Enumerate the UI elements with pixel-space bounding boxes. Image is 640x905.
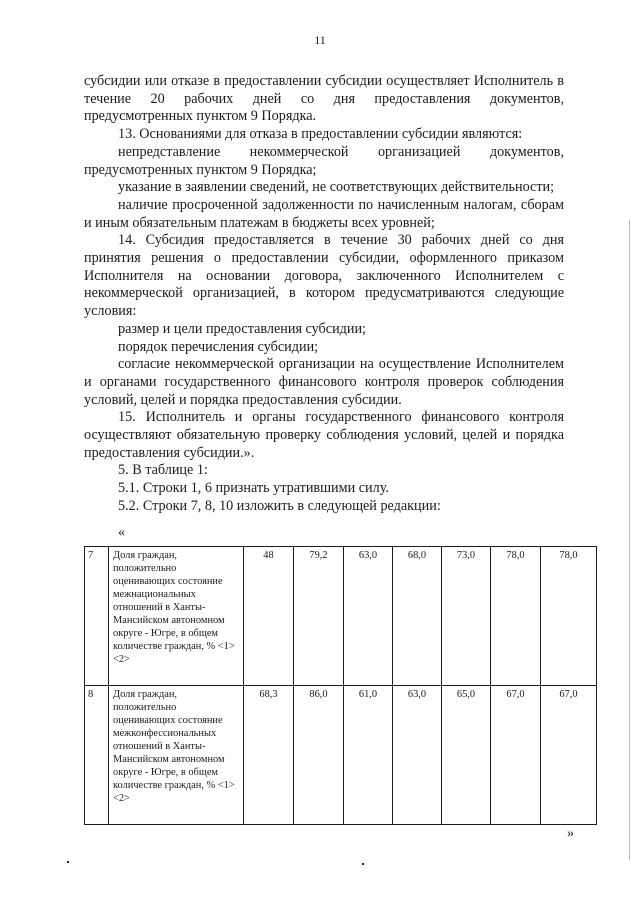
- value-cell: 86,0: [294, 686, 344, 825]
- paragraph: размер и цели предоставления субсидии;: [118, 320, 367, 337]
- scan-speck: [67, 861, 69, 863]
- value-cell: 73,0: [442, 547, 491, 686]
- value-cell: 63,0: [344, 547, 393, 686]
- paragraph: субсидии или отказе в предоставлении субсидии осуществляет Исполнитель в течение 20 рабочих дней со дня предоставления документов, предусмотренных пунктом 9 Порядка.: [84, 73, 564, 125]
- paragraph: 15. Исполнитель и органы государственного финансового контроля осуществляют обязательную проверку соблюдения условий, целей и порядка предоставления субсидии.».: [84, 409, 564, 461]
- scan-speck: [362, 863, 364, 865]
- table-row: [85, 547, 597, 686]
- open-quote: «: [118, 525, 125, 540]
- paragraph: непредставление некоммерческой организацией документов, предусмотренных пунктом 9 Порядка;: [84, 143, 564, 178]
- paragraph: наличие просроченной задолженности по начисленным налогам, сборам и иным обязательным платежам в бюджеты всех уровней;: [84, 196, 564, 231]
- row-number-cell: 8: [85, 686, 109, 825]
- value-cell: 65,0: [442, 686, 491, 825]
- value-cell: 68,3: [244, 686, 294, 825]
- value-cell: 67,0: [541, 686, 597, 825]
- indicator-table: [84, 546, 597, 825]
- value-cell: 67,0: [491, 686, 541, 825]
- paragraph: порядок перечисления субсидии;: [118, 338, 319, 355]
- paragraph: 13. Основаниями для отказа в предоставлении субсидии являются:: [118, 126, 523, 143]
- row-number-cell: 7: [85, 547, 109, 686]
- page-number: 11: [314, 33, 326, 47]
- paragraph: 5.2. Строки 7, 8, 10 изложить в следующей редакции:: [118, 497, 441, 514]
- indicator-name-cell: Доля граждан, положительно оценивающих состояние межнациональных отношений в Ханты-Мансийском автономном округе - Югре, в общем количестве граждан, % <1> <2>: [109, 547, 244, 686]
- paragraph: указание в заявлении сведений, не соответствующих действительности;: [118, 179, 555, 196]
- scan-edge-line: [629, 220, 630, 860]
- close-quote: »: [567, 826, 574, 841]
- document-body-text: [84, 73, 564, 516]
- value-cell: 79,2: [294, 547, 344, 686]
- value-cell: 78,0: [491, 547, 541, 686]
- value-cell: 78,0: [541, 547, 597, 686]
- paragraph: согласие некоммерческой организации на осуществление Исполнителем и органами государственного финансового контроля проверок соблюдения условий, целей и порядка предоставления субсидии.: [84, 356, 564, 408]
- value-cell: 48: [244, 547, 294, 686]
- paragraph: 14. Субсидия предоставляется в течение 30 рабочих дней со дня принятия решения о предоставлении субсидии, оформленного приказом Исполнителя на основании договора, заключенного Исполнителем с некоммерческой организацией, в котором предусматриваются следующие условия:: [84, 232, 564, 320]
- value-cell: 63,0: [393, 686, 442, 825]
- paragraph: 5. В таблице 1:: [118, 462, 208, 479]
- paragraph: 5.1. Строки 1, 6 признать утратившими силу.: [118, 480, 389, 497]
- value-cell: 68,0: [393, 547, 442, 686]
- indicator-name-cell: Доля граждан, положительно оценивающих состояние межконфессиональных отношений в Ханты-Мансийском автономном округе - Югре, в общем количестве граждан, % <1> <2>: [109, 686, 244, 825]
- value-cell: 61,0: [344, 686, 393, 825]
- table-row: [85, 686, 597, 825]
